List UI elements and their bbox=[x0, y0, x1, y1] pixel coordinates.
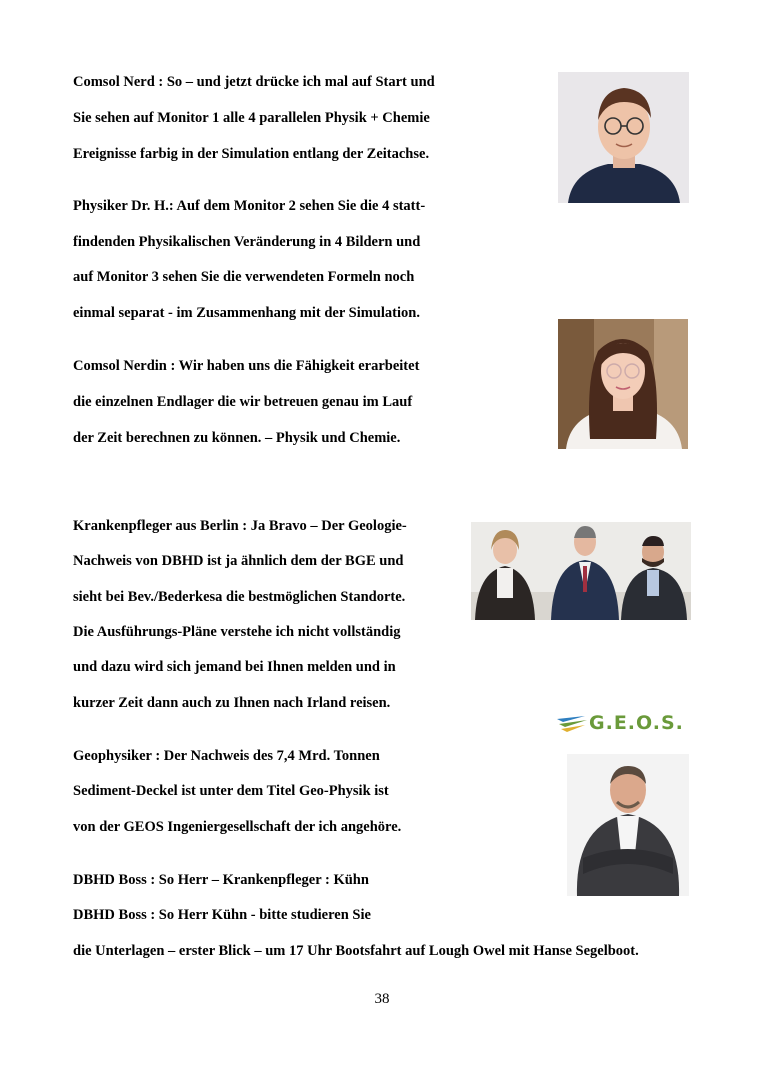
geos-logo bbox=[555, 707, 688, 741]
page-number: 38 bbox=[374, 991, 390, 1007]
text-line: einmal separat - im Zusammenhang mit der Simulation. bbox=[73, 305, 420, 321]
text-line: und dazu wird sich jemand bei Ihnen melden und in bbox=[73, 659, 396, 675]
text-line: kurzer Zeit dann auch zu Ihnen nach Irland reisen. bbox=[73, 695, 391, 711]
portrait-photo-man-glasses bbox=[558, 72, 689, 203]
text-line: Geophysiker : Der Nachweis des 7,4 Mrd. Tonnen bbox=[73, 748, 380, 764]
group-photo-three-people bbox=[471, 522, 691, 620]
text-line: auf Monitor 3 sehen Sie die verwendeten Formeln noch bbox=[73, 269, 415, 285]
text-line: Comsol Nerd : So – und jetzt drücke ich mal auf Start und bbox=[73, 74, 435, 90]
text-line: DBHD Boss : So Herr – Krankenpfleger : Kühn bbox=[73, 872, 369, 888]
text-line: Physiker Dr. H.: Auf dem Monitor 2 sehen Sie die 4 statt- bbox=[73, 198, 426, 214]
text-line: Ereignisse farbig in der Simulation entlang der Zeitachse. bbox=[73, 146, 430, 162]
text-line: Comsol Nerdin : Wir haben uns die Fähigkeit erarbeitet bbox=[73, 358, 420, 374]
text-line: Nachweis von DBHD ist ja ähnlich dem der BGE und bbox=[73, 553, 404, 569]
text-line: der Zeit berechnen zu können. – Physik und Chemie. bbox=[73, 430, 401, 446]
text-line: die Unterlagen – erster Blick – um 17 Uhr Bootsfahrt auf Lough Owel mit Hanse Segelboot. bbox=[73, 943, 639, 959]
text-line: DBHD Boss : So Herr Kühn - bitte studieren Sie bbox=[73, 907, 371, 923]
portrait-photo-man-arms-crossed bbox=[567, 754, 689, 896]
text-line: von der GEOS Ingeniergesellschaft der ich angehöre. bbox=[73, 819, 402, 835]
logo-text: G.E.O.S. bbox=[589, 712, 684, 734]
text-line: Sediment-Deckel ist unter dem Titel Geo-Physik ist bbox=[73, 783, 389, 799]
text-line: sieht bei Bev./Bederkesa die bestmöglichen Standorte. bbox=[73, 589, 406, 605]
text-line: die einzelnen Endlager die wir betreuen genau im Lauf bbox=[73, 394, 413, 410]
text-line: Krankenpfleger aus Berlin : Ja Bravo – Der Geologie- bbox=[73, 518, 407, 534]
text-line: Die Ausführungs-Pläne verstehe ich nicht vollständig bbox=[73, 624, 401, 640]
portrait-photo-woman-glasses bbox=[558, 319, 688, 449]
text-line: findenden Physikalischen Veränderung in 4 Bildern und bbox=[73, 234, 421, 250]
text-line: Sie sehen auf Monitor 1 alle 4 parallelen Physik + Chemie bbox=[73, 110, 430, 126]
